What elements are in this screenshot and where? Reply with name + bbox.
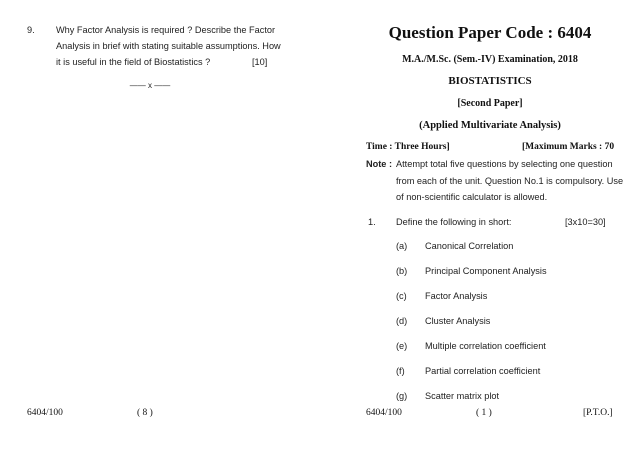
question-line: Analysis in brief with stating suitable assumptions. How [56, 41, 281, 51]
item-text: Principal Component Analysis [425, 266, 547, 276]
note-line: Attempt total five questions by selecting one question [396, 159, 613, 169]
item-label: (d) [396, 316, 408, 326]
paper-title: (Applied Multivariate Analysis) [419, 120, 561, 131]
item-label: (c) [396, 291, 407, 301]
subject: BIOSTATISTICS [448, 75, 532, 87]
item-label: (f) [396, 366, 405, 376]
item-text: Partial correlation coefficient [425, 366, 541, 376]
max-marks: [Maximum Marks : 70 [522, 142, 615, 152]
item-label: (b) [396, 266, 408, 276]
q1-number: 1. [368, 217, 376, 227]
note-line: of non-scientific calculator is allowed. [396, 192, 548, 202]
end-mark: —— x —— [129, 81, 171, 90]
pto-label: [P.T.O.] [583, 408, 613, 418]
item-label: (a) [396, 241, 408, 251]
item-text: Factor Analysis [425, 291, 488, 301]
note-label: Note : [366, 159, 393, 169]
item-label: (g) [396, 391, 408, 401]
item-text: Cluster Analysis [425, 316, 491, 326]
q1-marks: [3x10=30] [565, 217, 606, 227]
paper: [Second Paper] [457, 98, 523, 109]
question-line: it is useful in the field of Biostatistics ? [56, 57, 211, 67]
item-text: Canonical Correlation [425, 241, 514, 251]
q1-text: Define the following in short: [396, 217, 512, 227]
footer-code: 6404/100 [27, 408, 63, 418]
item-text: Scatter matrix plot [425, 391, 500, 401]
page-number: ( 1 ) [476, 408, 492, 418]
question-marks: [10] [252, 57, 268, 67]
page-title: Question Paper Code : 6404 [388, 23, 592, 42]
exam-name: M.A./M.Sc. (Sem.-IV) Examination, 2018 [402, 54, 578, 65]
page-number: ( 8 ) [137, 408, 153, 418]
note-line: from each of the unit. Question No.1 is compulsory. Use [396, 176, 624, 186]
time: Time : Three Hours] [366, 142, 450, 152]
question-line: Why Factor Analysis is required ? Describe the Factor [56, 25, 276, 35]
item-text: Multiple correlation coefficient [425, 341, 546, 351]
question-number: 9. [27, 25, 35, 35]
footer-code: 6404/100 [366, 408, 402, 418]
item-label: (e) [396, 341, 408, 351]
